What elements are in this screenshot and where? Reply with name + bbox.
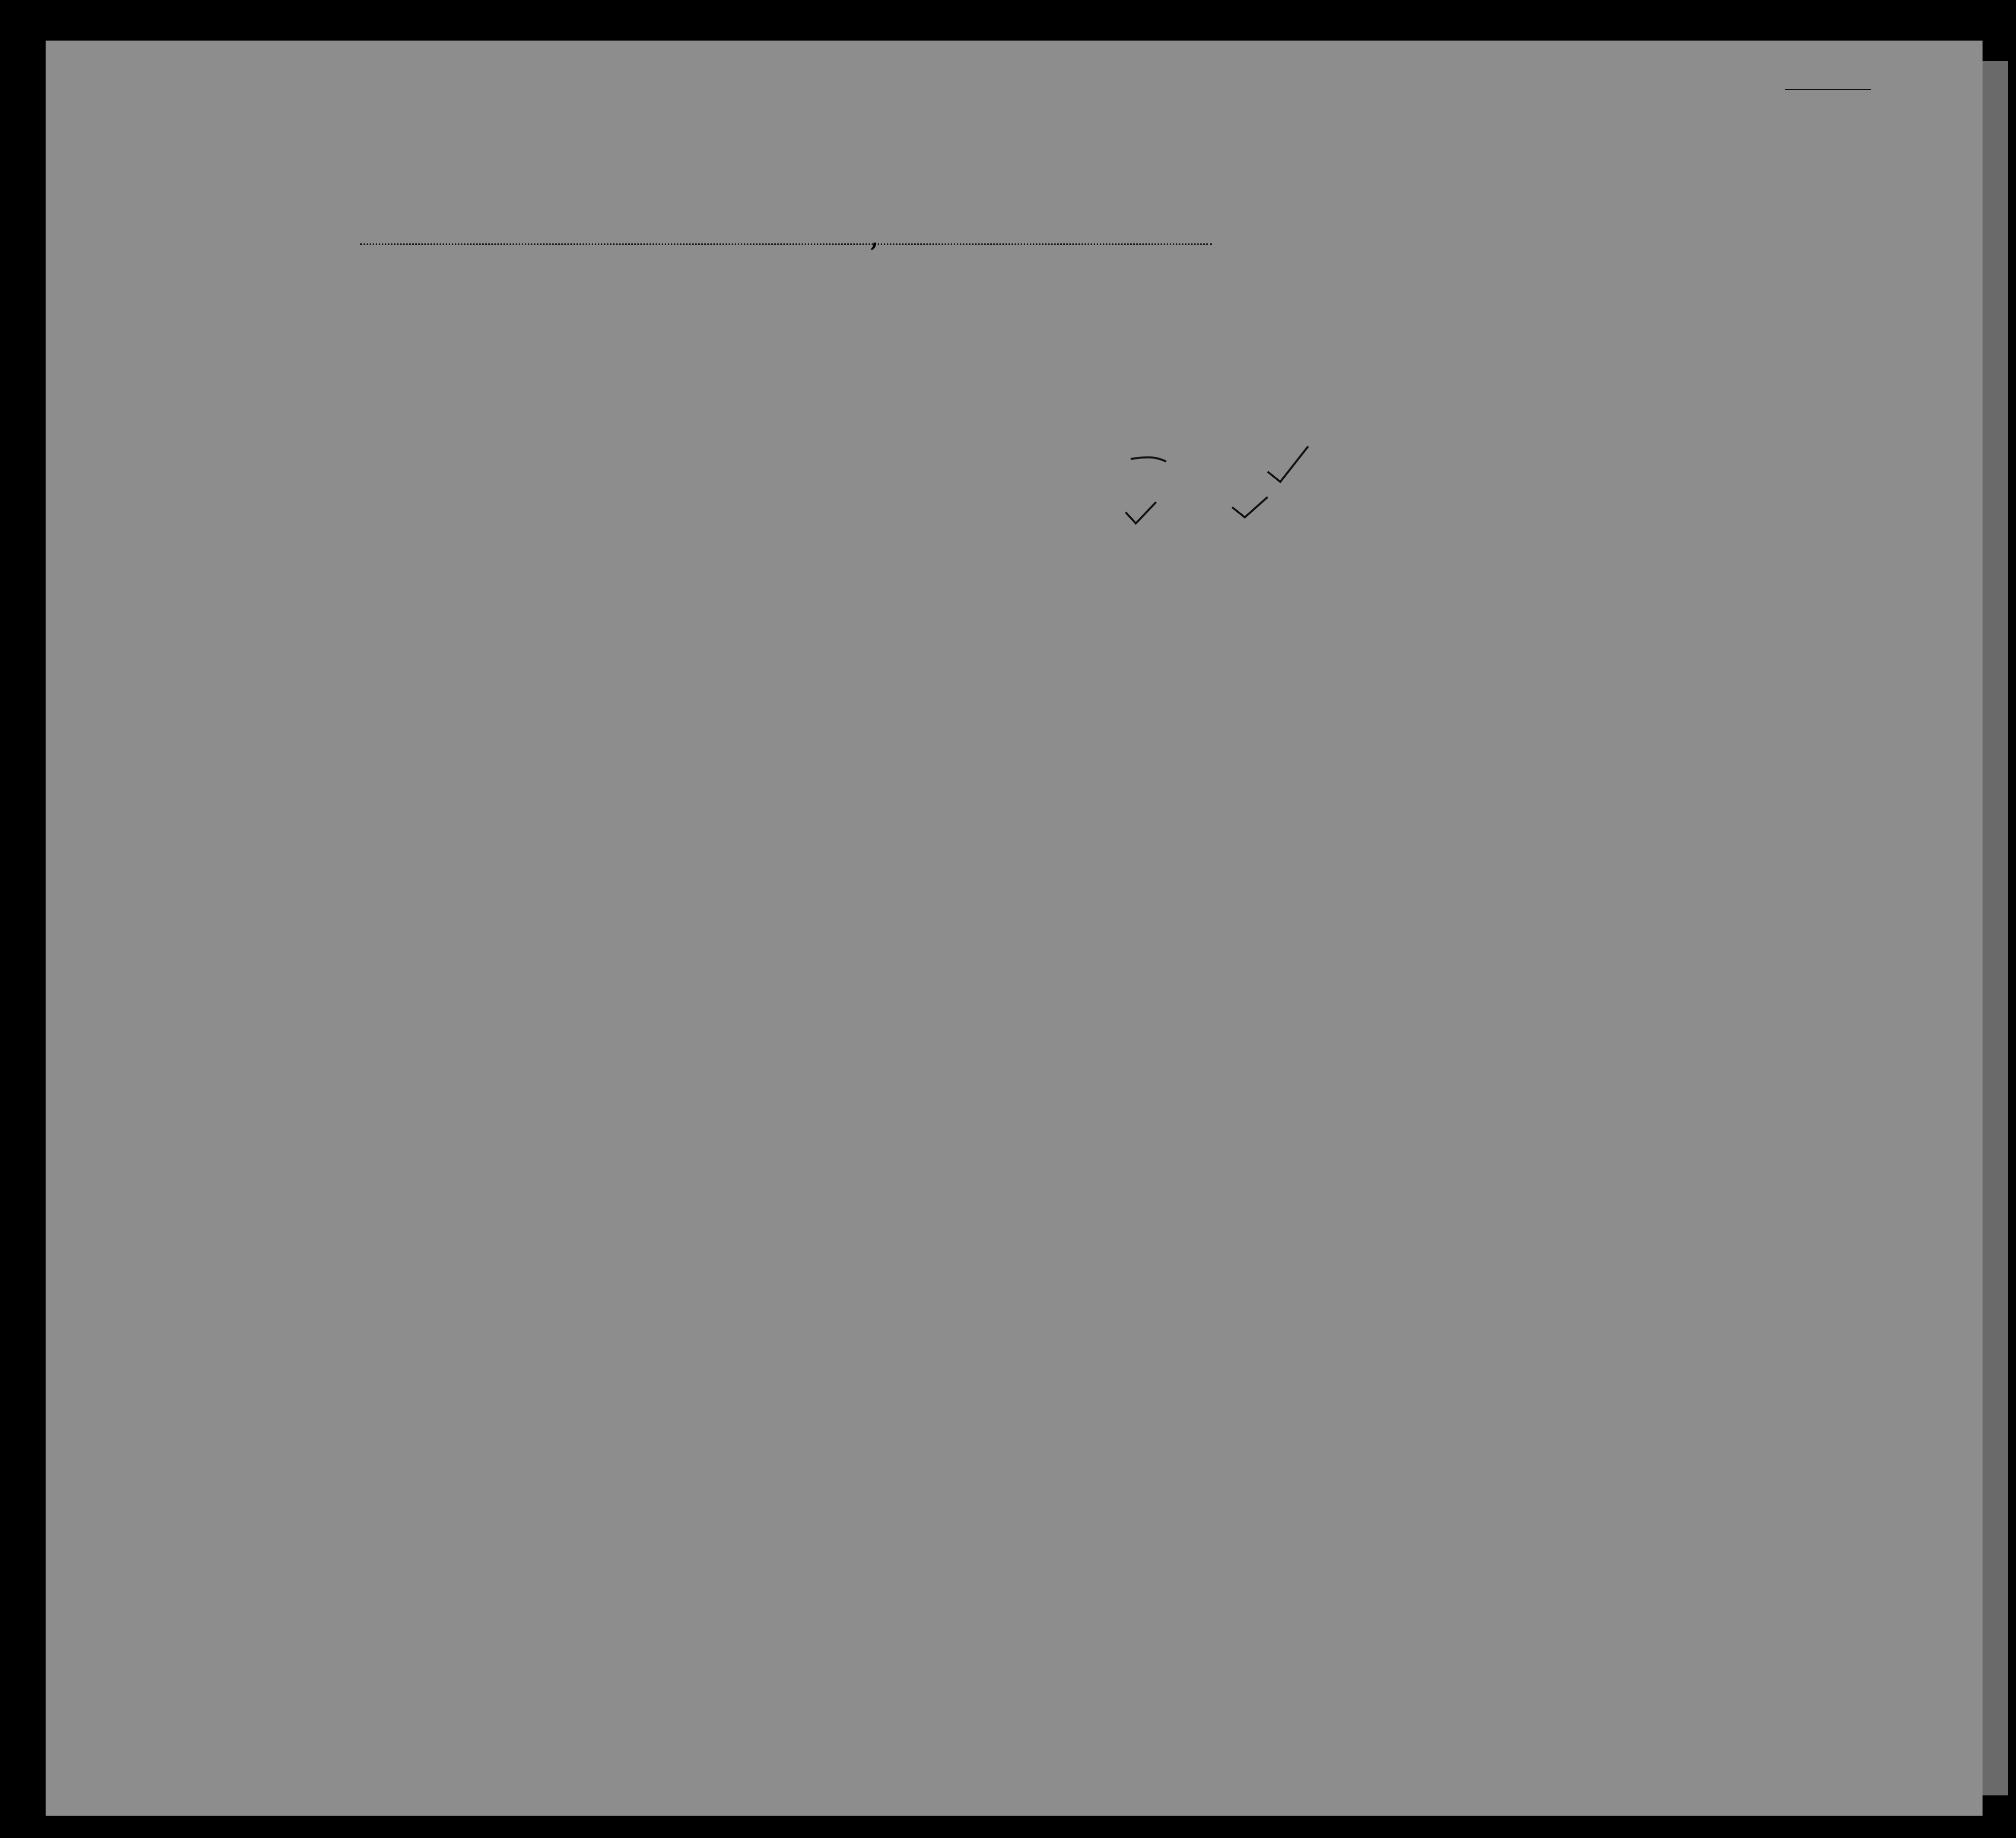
comma-mark: , xyxy=(870,218,880,254)
